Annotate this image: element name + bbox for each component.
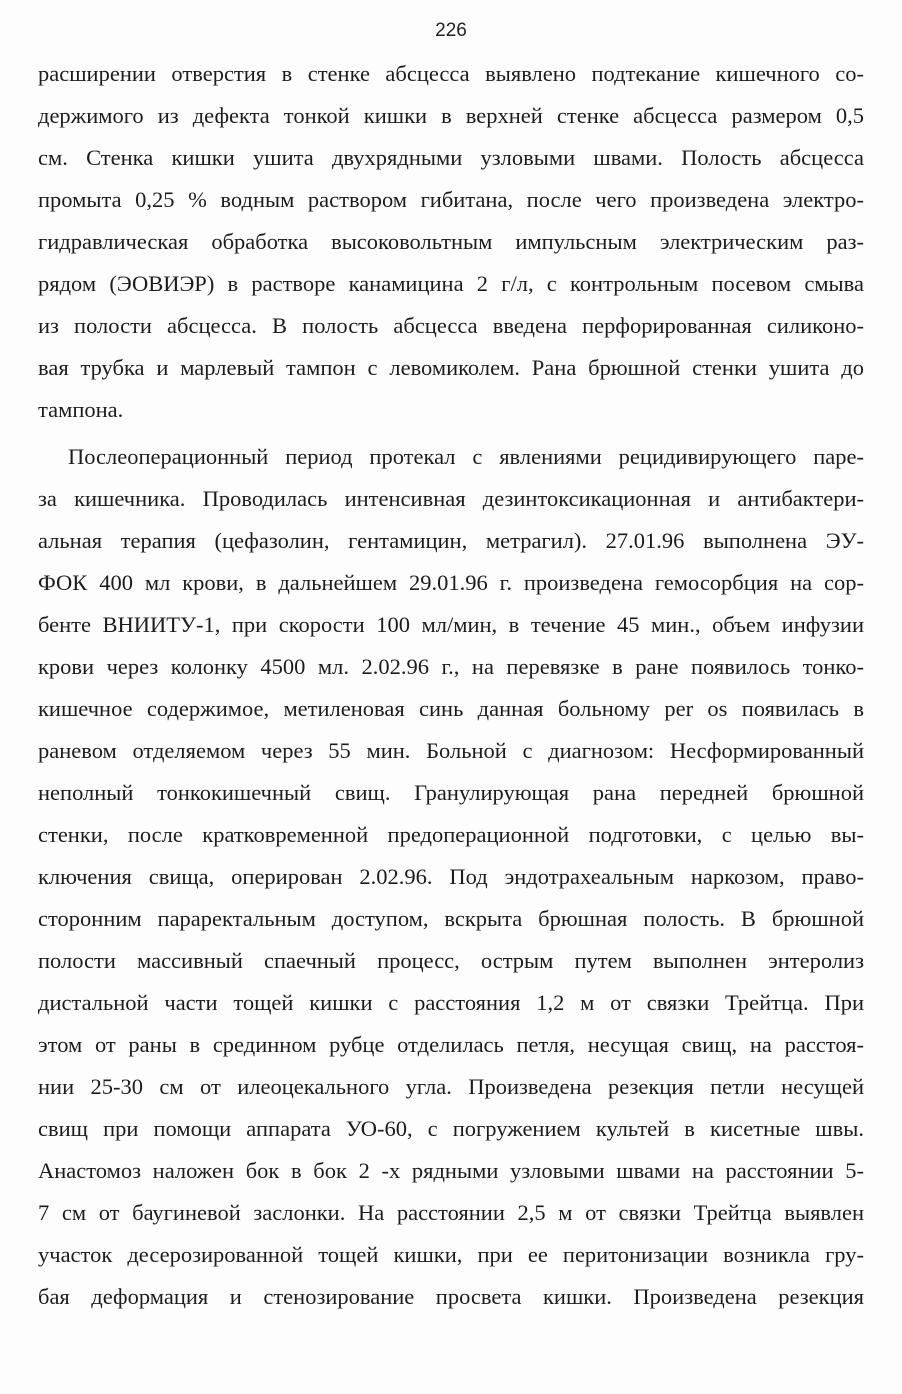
text-line: ФОК 400 мл крови, в дальнейшем 29.01.96 г. произведена гемосорбция на сор- — [38, 570, 864, 595]
text-line: свищ при помощи аппарата УО-60, с погружением культей в кисетные швы. — [38, 1116, 864, 1141]
text-line: 7 см от баугиневой заслонки. На расстоянии 2,5 м от связки Трейтца выявлен — [38, 1200, 864, 1225]
text-line: дистальной части тощей кишки с расстояния 1,2 м от связки Трейтца. При — [38, 990, 864, 1015]
text-line: рядом (ЭОВИЭР) в растворе канамицина 2 г/л, с контрольным посевом смыва — [38, 271, 864, 296]
text-line: см. Стенка кишки ушита двухрядными узловыми швами. Полость абсцесса — [38, 145, 864, 170]
text-line: промыта 0,25 % водным раствором гибитана, после чего произведена электро- — [38, 187, 864, 212]
text-line: участок десерозированной тощей кишки, при ее перитонизации возникла гру- — [38, 1242, 864, 1267]
text-line: раневом отделяемом через 55 мин. Больной с диагнозом: Несформированный — [38, 738, 864, 763]
text-line: за кишечника. Проводилась интенсивная дезинтоксикационная и антибактери- — [38, 486, 864, 511]
text-line: Анастомоз наложен бок в бок 2 -х рядными узловыми швами на расстоянии 5- — [38, 1158, 864, 1183]
text-line: сторонним параректальным доступом, вскрыта брюшная полость. В брюшной — [38, 906, 864, 931]
text-line: ключения свища, оперирован 2.02.96. Под эндотрахеальным наркозом, право- — [38, 864, 864, 889]
text-line: нии 25-30 см от илеоцекального угла. Произведена резекция петли несущей — [38, 1074, 864, 1099]
text-line: полости массивный спаечный процесс, острым путем выполнен энтеролиз — [38, 948, 864, 973]
text-line: держимого из дефекта тонкой кишки в верхней стенке абсцесса размером 0,5 — [38, 103, 864, 128]
text-line: вая трубка и марлевый тампон с левомиколем. Рана брюшной стенки ушита до — [38, 355, 864, 380]
text-line: кишечное содержимое, метиленовая синь данная больному per os появилась в — [38, 696, 864, 721]
page-number: 226 — [435, 20, 467, 41]
text-line: крови через колонку 4500 мл. 2.02.96 г., на перевязке в ране появилось тонко- — [38, 654, 864, 679]
text-line: Послеоперационный период протекал с явлениями рецидивирующего паре- — [68, 444, 864, 469]
text-line: бенте ВНИИТУ-1, при скорости 100 мл/мин, в течение 45 мин., объем инфузии — [38, 612, 864, 637]
text-line: тампона. — [38, 397, 124, 422]
text-line: расширении отверстия в стенке абсцесса выявлено подтекание кишечного со- — [38, 61, 864, 86]
text-line: альная терапия (цефазолин, гентамицин, метрагил). 27.01.96 выполнена ЭУ- — [38, 528, 864, 553]
text-line: гидравлическая обработка высоковольтным импульсным электрическим раз- — [38, 229, 864, 254]
text-line: стенки, после кратковременной предоперационной подготовки, с целью вы- — [38, 822, 864, 847]
text-line: из полости абсцесса. В полость абсцесса введена перфорированная силиконо- — [38, 313, 864, 338]
text-line: бая деформация и стенозирование просвета кишки. Произведена резекция — [38, 1284, 864, 1309]
text-line: неполный тонкокишечный свищ. Гранулирующая рана передней брюшной — [38, 780, 864, 805]
text-line: этом от раны в срединном рубце отделилась петля, несущая свищ, на расстоя- — [38, 1032, 864, 1057]
